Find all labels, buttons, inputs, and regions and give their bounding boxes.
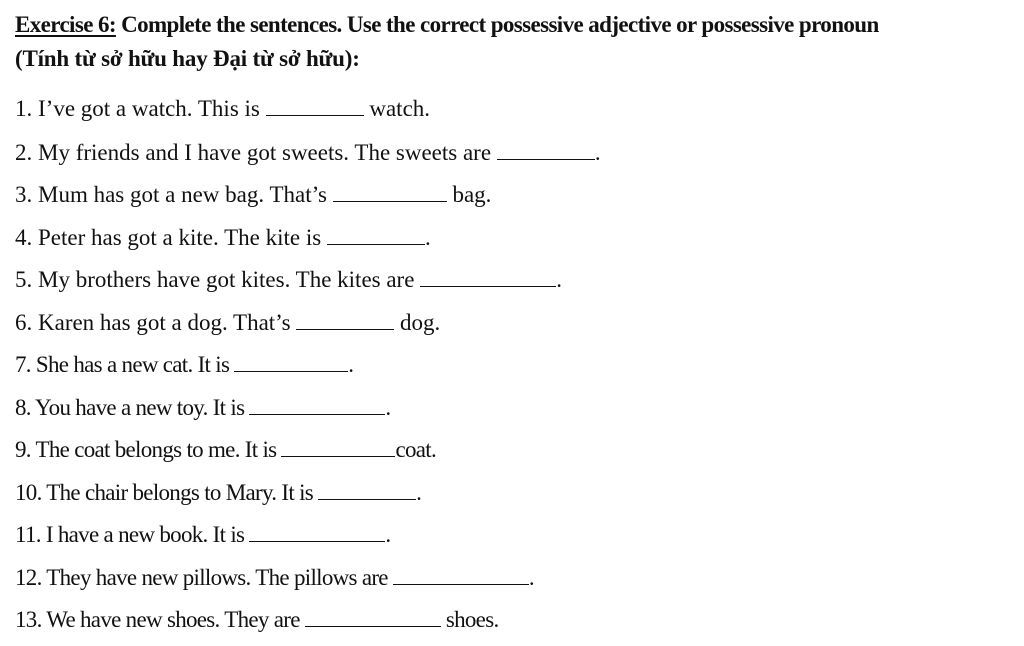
answer-blank[interactable]	[327, 226, 425, 245]
sentence-11	[15, 521, 390, 549]
sentence-5	[15, 266, 562, 294]
sentence-ending: .	[556, 267, 562, 292]
answer-blank[interactable]	[296, 311, 394, 330]
sentence-text: 11. I have a new book. It is	[15, 522, 250, 547]
sentence-text: 5. My brothers have got kites. The kites are	[15, 267, 421, 292]
sentence-text: 7. She has a new cat. It is	[15, 352, 235, 377]
sentence-ending: .	[348, 352, 354, 377]
sentence-3	[15, 181, 491, 209]
sentence-ending: watch.	[363, 96, 431, 121]
sentence-text: 3. Mum has got a new bag. That’s	[15, 182, 333, 207]
sentence-ending: .	[385, 395, 391, 420]
answer-blank[interactable]	[420, 268, 556, 287]
sentence-9	[15, 436, 436, 464]
sentence-8	[15, 394, 390, 422]
sentence-text: 8. You have a new toy. It is	[15, 395, 250, 420]
sentence-ending: .	[528, 565, 534, 590]
exercise-instruction: Complete the sentences. Use the correct possessive adjective or possessive pronoun	[121, 12, 879, 37]
answer-blank[interactable]	[249, 396, 385, 415]
sentence-12	[15, 564, 534, 592]
sentence-text: 1. I’ve got a watch. This is	[15, 96, 266, 121]
exercise-heading	[15, 12, 879, 38]
sentence-13	[15, 606, 499, 634]
sentence-7	[15, 351, 353, 379]
sentence-ending: .	[385, 522, 391, 547]
answer-blank[interactable]	[497, 141, 595, 160]
exercise-subtitle: (Tính từ sở hữu hay Đại từ sở hữu):	[15, 46, 360, 71]
answer-blank[interactable]	[318, 481, 416, 500]
answer-blank[interactable]	[266, 97, 364, 116]
sentence-text: 6. Karen has got a dog. That’s	[15, 310, 297, 335]
answer-blank[interactable]	[305, 608, 441, 627]
sentence-1	[15, 95, 430, 123]
sentence-text: 2. My friends and I have got sweets. The sweets are	[15, 140, 497, 165]
sentence-10	[15, 479, 421, 507]
sentence-text: 13. We have new shoes. They are	[15, 607, 305, 632]
answer-blank[interactable]	[393, 566, 529, 585]
sentence-ending: shoes.	[440, 607, 499, 632]
sentence-text: 12. They have new pillows. The pillows are	[15, 565, 393, 590]
sentence-ending: .	[594, 140, 601, 165]
sentence-ending: bag.	[446, 182, 492, 207]
sentence-ending: dog.	[394, 310, 441, 335]
sentence-6	[15, 309, 440, 337]
answer-blank[interactable]	[249, 523, 385, 542]
sentence-ending: .	[416, 480, 422, 505]
sentence-ending: coat.	[395, 437, 437, 462]
answer-blank[interactable]	[333, 183, 447, 202]
sentence-text: 9. The coat belongs to me. It is	[15, 437, 282, 462]
sentence-4	[15, 224, 431, 252]
sentence-text: 4. Peter has got a kite. The kite is	[15, 225, 327, 250]
answer-blank[interactable]	[234, 353, 348, 372]
exercise-label: Exercise 6:	[15, 12, 116, 37]
sentence-ending: .	[424, 225, 431, 250]
sentence-2	[15, 139, 601, 167]
answer-blank[interactable]	[281, 438, 395, 457]
sentence-text: 10. The chair belongs to Mary. It is	[15, 480, 319, 505]
